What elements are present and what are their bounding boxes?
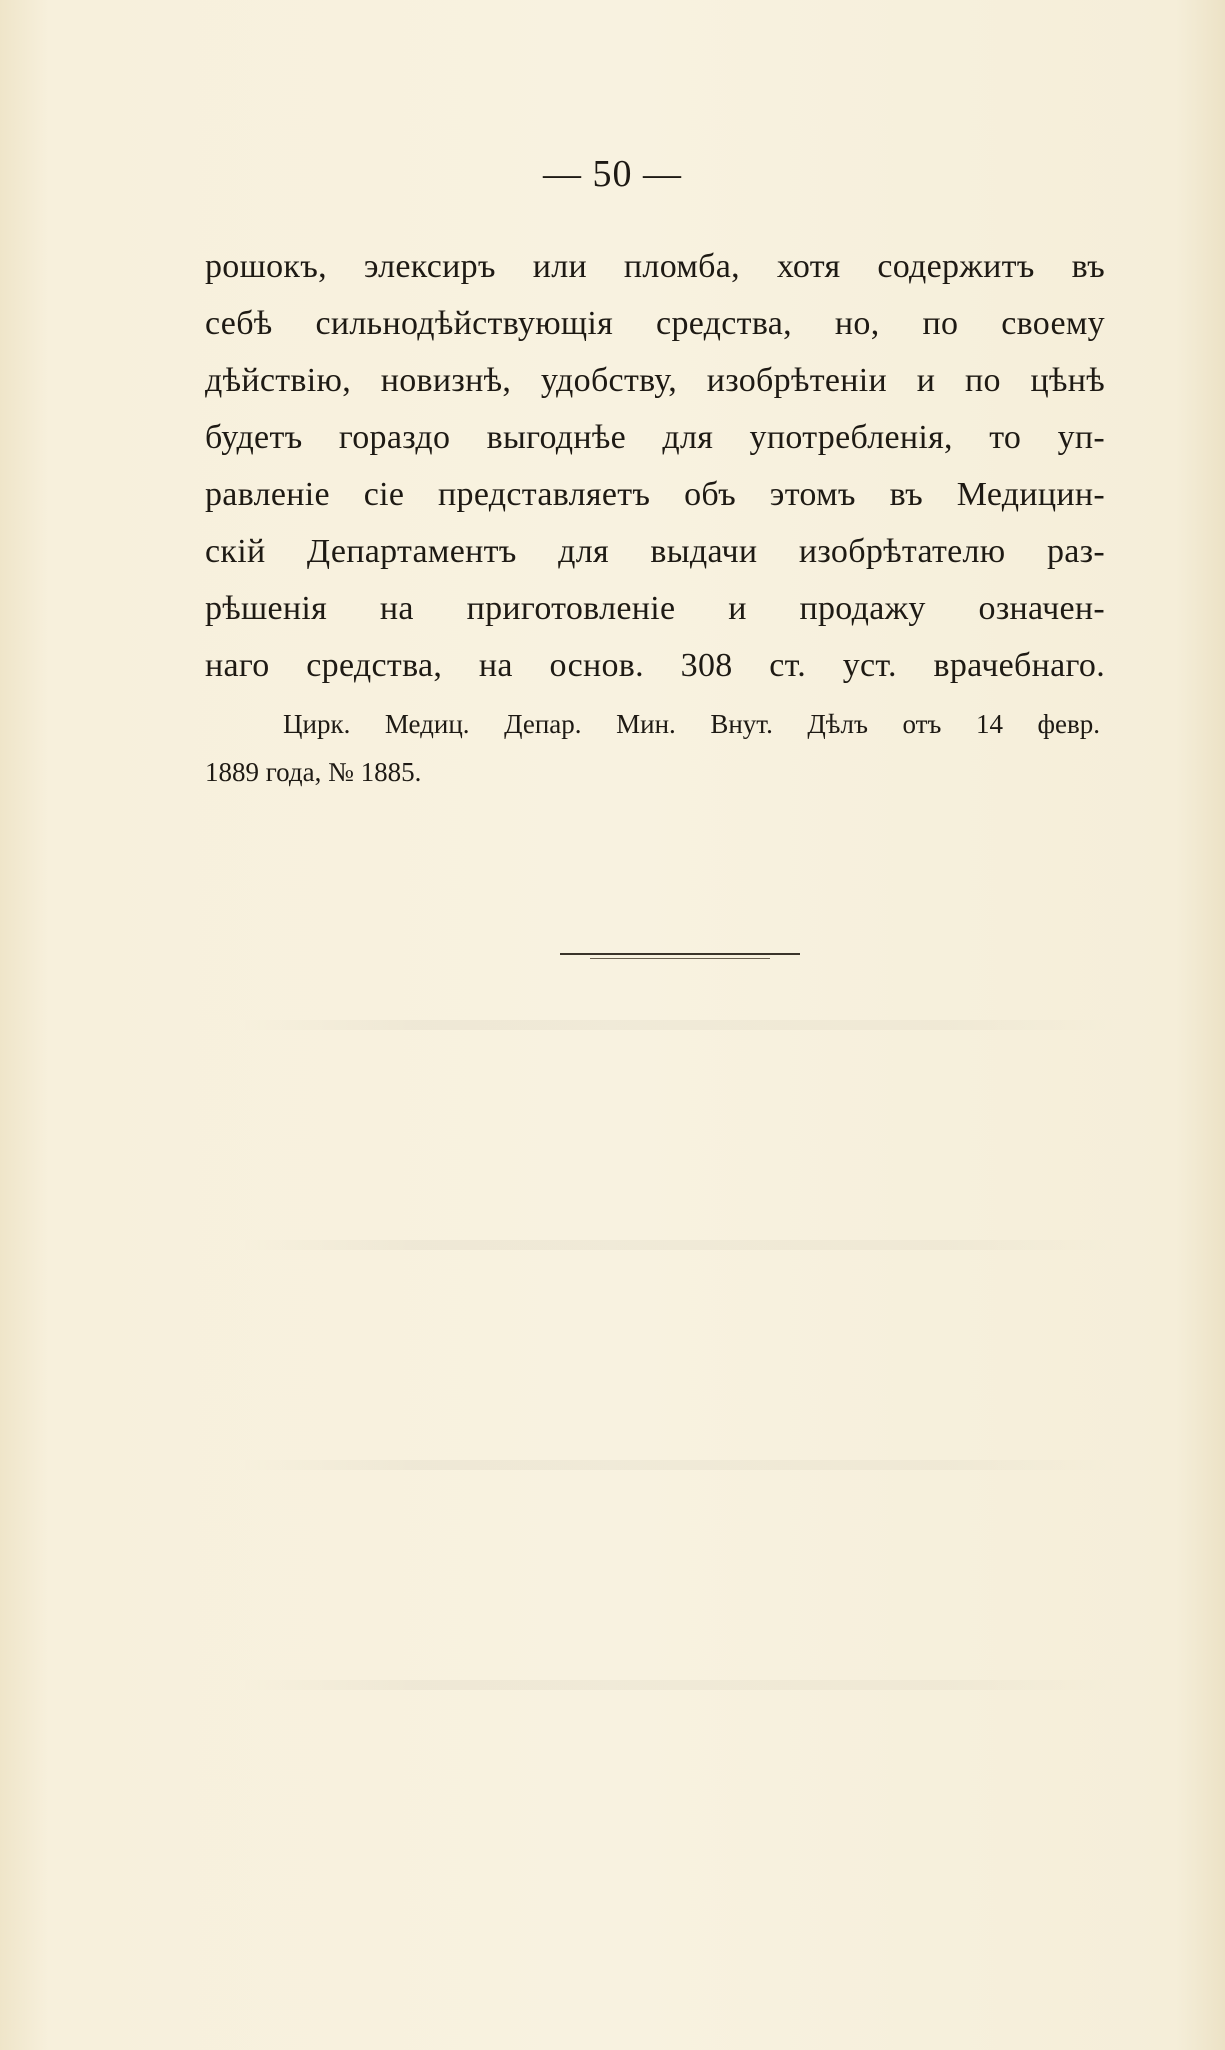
- body-line: рошокъ, элексиръ или пломба, хотя содержитъ въ: [205, 248, 1105, 285]
- citation-line: Цирк. Медиц. Депар. Мин. Внут. Дѣлъ отъ 14 февр.: [283, 709, 1100, 739]
- body-line: наго средства, на основ. 308 ст. уст. врачебнаго.: [205, 647, 1105, 684]
- body-text: [205, 238, 1105, 694]
- body-line: скій Департаментъ для выдачи изобрѣтателю раз-: [205, 533, 1105, 570]
- citation: [205, 700, 1100, 796]
- body-line: равленіе сіе представляетъ объ этомъ въ Медицин-: [205, 476, 1105, 513]
- body-line: будетъ гораздо выгоднѣе для употребленія, то уп-: [205, 419, 1105, 456]
- section-divider: [560, 953, 800, 955]
- body-line: дѣйствію, новизнѣ, удобству, изобрѣтеніи и по цѣнѣ: [205, 362, 1105, 399]
- bleed-through-texture: [240, 1240, 1120, 1250]
- bleed-through-texture: [240, 1020, 1120, 1030]
- body-line: рѣшенія на приготовленіе и продажу означен-: [205, 590, 1105, 627]
- body-line: себѣ сильнодѣйствующія средства, но, по своему: [205, 305, 1105, 342]
- bleed-through-texture: [240, 1680, 1120, 1690]
- page-number: — 50 —: [543, 153, 682, 195]
- bleed-through-texture: [240, 1460, 1120, 1470]
- citation-line: 1889 года, № 1885.: [205, 757, 422, 787]
